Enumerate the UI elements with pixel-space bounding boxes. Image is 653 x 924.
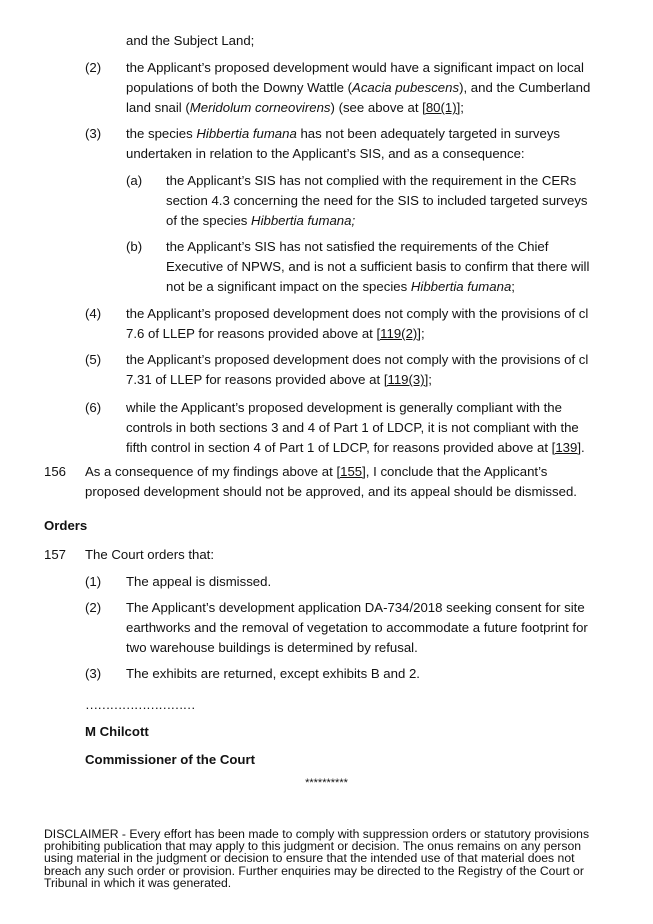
paragraph-number-156: 156 — [44, 464, 67, 479]
text-line — [126, 398, 562, 418]
paragraph-continuation: and the Subject Land; — [126, 33, 255, 48]
paragraph-cross-reference-link[interactable]: [119(2)] — [376, 326, 421, 341]
text-line — [126, 370, 432, 390]
paragraph-cross-reference-link[interactable]: [80(1)] — [422, 100, 461, 115]
paragraph-cross-reference-link[interactable]: [139] — [551, 440, 581, 455]
text-run: has not been adequately targeted in surveys — [296, 126, 561, 141]
text-run: . — [581, 440, 585, 455]
text-run: Hibbertia fumana — [410, 279, 512, 294]
text-line — [126, 98, 464, 118]
item-number: (3) — [85, 126, 102, 141]
text-run: Hibbertia fumana; — [251, 213, 356, 228]
text-run: the Applicant’s SIS has not satisfied the requirements of the Chief — [166, 239, 549, 254]
text-line — [126, 664, 420, 684]
item-number: (a) — [126, 173, 143, 188]
text-line — [126, 144, 525, 164]
text-run: not be a significant impact on the species — [166, 279, 411, 294]
text-line — [166, 191, 588, 211]
text-run: controls in both sections 3 and 4 of Part 1 of LDCP, it is not compliant with the — [126, 420, 579, 435]
text-run: Executive of NPWS, and is not a sufficient basis to confirm that there will — [166, 259, 590, 274]
text-run: The appeal is dismissed. — [126, 574, 272, 589]
paragraph-cross-reference-link[interactable]: [119(3)] — [383, 372, 429, 387]
orders-heading: Orders — [44, 518, 88, 533]
text-run: Acacia pubescens — [352, 80, 460, 95]
text-line — [126, 124, 560, 144]
text-run: ; — [420, 326, 425, 341]
text-line — [126, 350, 588, 370]
signatory-name: M Chilcott — [85, 724, 149, 739]
item-number: (b) — [126, 239, 143, 254]
text-run: ), and the Cumberland — [459, 80, 591, 95]
text-line — [126, 598, 585, 618]
item-number: (3) — [85, 666, 102, 681]
text-line — [166, 257, 589, 277]
item-number: (2) — [85, 60, 102, 75]
text-run: , I conclude that the Applicant’s — [365, 464, 548, 479]
text-run: the Applicant’s proposed development does not comply with the provisions of cl — [126, 306, 589, 321]
text-run: 7.31 of LLEP for reasons provided above at — [126, 372, 384, 387]
text-line — [126, 638, 418, 658]
text-run: earthworks and the removal of vegetation to accommodate a future footprint for — [126, 620, 588, 635]
text-line — [85, 482, 577, 502]
paragraph-cross-reference-link[interactable]: [155] — [336, 464, 366, 479]
text-run: undertaken in relation to the Applicant’s SIS, and as a consequence: — [126, 146, 525, 161]
text-run: while the Applicant’s proposed development is generally compliant with the — [126, 400, 562, 415]
item-number: (1) — [85, 574, 102, 589]
text-run: ; — [460, 100, 464, 115]
end-of-judgment-marker: ********** — [305, 777, 348, 789]
item-number: (4) — [85, 306, 102, 321]
text-run: the Applicant’s SIS has not complied with the requirement in the CERs — [166, 173, 577, 188]
text-run: Meridolum corneovirens — [189, 100, 331, 115]
text-run: proposed development should not be approved, and its appeal should be dismissed. — [85, 484, 577, 499]
text-line — [166, 171, 576, 191]
paragraph-157-text: The Court orders that: — [85, 547, 215, 562]
text-line — [126, 418, 579, 438]
text-run: Hibbertia fumana — [196, 126, 297, 141]
text-line — [126, 572, 271, 592]
text-line — [126, 78, 590, 98]
text-run: the Applicant’s proposed development would have a significant impact on local — [126, 60, 584, 75]
text-line — [166, 237, 548, 257]
text-run: The Applicant’s development application DA-734/2018 seeking consent for site — [126, 600, 585, 615]
item-number: (5) — [85, 352, 102, 367]
text-line — [166, 211, 355, 231]
text-run: As a consequence of my findings above at — [85, 464, 337, 479]
text-run: two warehouse buildings is determined by refusal. — [126, 640, 418, 655]
disclaimer-text: DISCLAIMER - Every effort has been made to comply with suppression orders or statutory provisions prohibiting publication that may apply to this judgment or decision. The onus remains on any person using material in the judgment or decision to ensure that the intended use of that material does not breach any such order or provision. Further enquiries may be directed to the Registry of the Court or Tribunal in which it was generated. — [44, 827, 590, 890]
text-line — [126, 438, 585, 458]
text-line — [126, 324, 425, 344]
text-run: the species — [126, 126, 197, 141]
text-run: ; — [428, 372, 432, 387]
text-line — [166, 277, 515, 297]
text-run: the Applicant’s proposed development does not comply with the provisions of cl — [126, 352, 589, 367]
text-line — [85, 462, 547, 482]
item-number: (6) — [85, 400, 102, 415]
text-run: 7.6 of LLEP for reasons provided above at — [126, 326, 377, 341]
text-run: The exhibits are returned, except exhibits B and 2. — [126, 666, 420, 681]
text-line — [126, 58, 584, 78]
text-run: populations of both the Downy Wattle ( — [126, 80, 353, 95]
paragraph-number-157: 157 — [44, 547, 67, 562]
text-run: fifth control in section 4 of Part 1 of LDCP, for reasons provided above at — [126, 440, 552, 455]
text-run: of the species — [166, 213, 252, 228]
text-line — [126, 304, 588, 324]
text-run: land snail ( — [126, 100, 190, 115]
signature-line: ……………………… — [85, 697, 195, 712]
text-run: ; — [511, 279, 515, 294]
signatory-title: Commissioner of the Court — [85, 752, 255, 767]
text-run: ) (see above at — [330, 100, 423, 115]
text-run: section 4.3 concerning the need for the SIS to included targeted surveys — [166, 193, 588, 208]
item-number: (2) — [85, 600, 102, 615]
text-line — [126, 618, 588, 638]
